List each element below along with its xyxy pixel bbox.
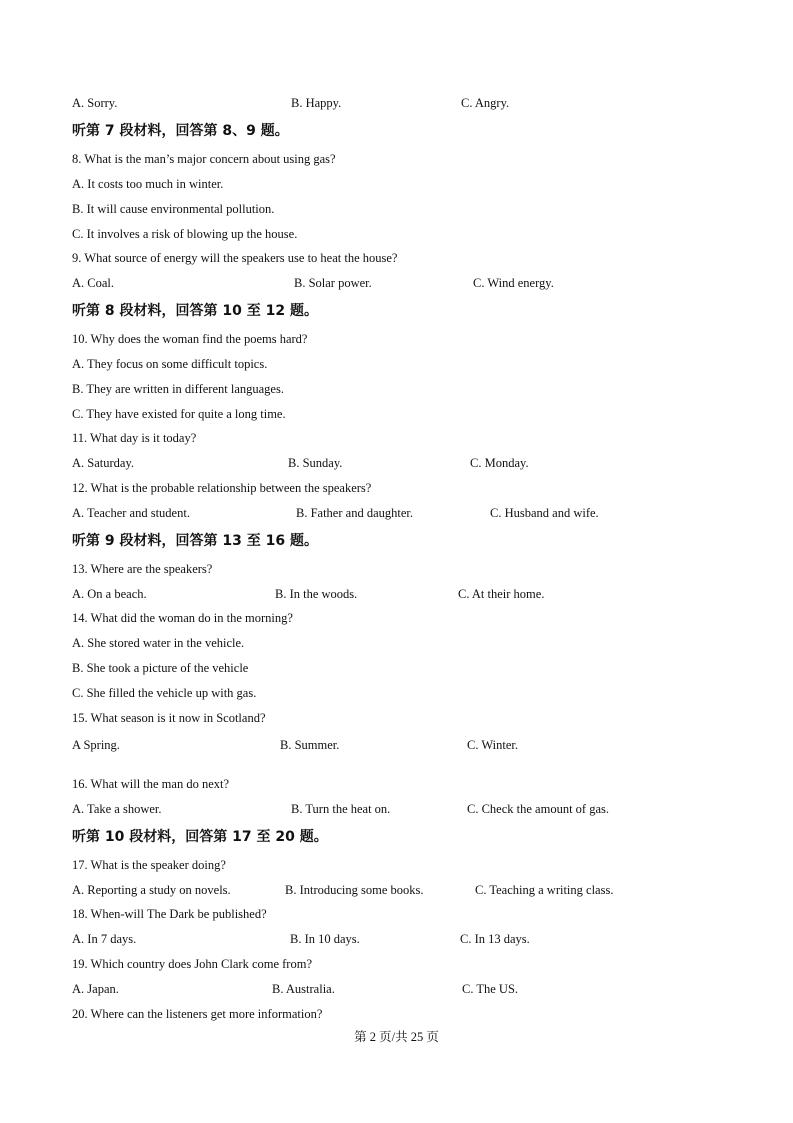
q13-question: 13. Where are the speakers? xyxy=(72,562,213,576)
q14-question: 14. What did the woman do in the morning? xyxy=(72,611,293,625)
q11-option-b: B. Sunday. xyxy=(288,456,343,470)
q7-option-c: C. Angry. xyxy=(461,96,510,110)
q15-option-a: A Spring. xyxy=(72,738,120,752)
q18-question: 18. When-will The Dark be published? xyxy=(72,907,267,921)
q8-option-a: A. It costs too much in winter. xyxy=(72,177,224,191)
q20-question: 20. Where can the listeners get more information? xyxy=(72,1007,323,1021)
q11-option-a: A. Saturday. xyxy=(72,456,135,470)
q12-question: 12. What is the probable relationship between the speakers? xyxy=(72,481,372,495)
q8-question: 8. What is the man’s major concern about using gas? xyxy=(72,152,336,166)
q14-option-c: C. She filled the vehicle up with gas. xyxy=(72,686,257,700)
q13-option-c: C. At their home. xyxy=(458,587,545,601)
q18-option-a: A. In 7 days. xyxy=(72,932,137,946)
section-8-heading: 听第 8 段材料，回答第 10 至 12 题。 xyxy=(72,303,318,319)
q15-option-c: C. Winter. xyxy=(467,738,519,752)
q15-option-b: B. Summer. xyxy=(280,738,340,752)
q19-option-c: C. The US. xyxy=(462,982,519,996)
page-footer: 第 2 页/共 25 页 xyxy=(354,1030,439,1044)
q11-option-c: C. Monday. xyxy=(470,456,529,470)
q12-option-c: C. Husband and wife. xyxy=(490,506,599,520)
q18-option-c: C. In 13 days. xyxy=(460,932,530,946)
q9-option-a: A. Coal. xyxy=(72,276,115,290)
q9-option-b: B. Solar power. xyxy=(294,276,372,290)
q10-option-c: C. They have existed for quite a long time. xyxy=(72,407,286,421)
q16-option-a: A. Take a shower. xyxy=(72,802,162,816)
q17-question: 17. What is the speaker doing? xyxy=(72,858,226,872)
q16-option-b: B. Turn the heat on. xyxy=(291,802,391,816)
q11-question: 11. What day is it today? xyxy=(72,431,197,445)
q10-question: 10. Why does the woman find the poems hard? xyxy=(72,332,308,346)
q17-option-b: B. Introducing some books. xyxy=(285,883,424,897)
q19-option-a: A. Japan. xyxy=(72,982,119,996)
section-7-heading: 听第 7 段材料，回答第 8、9 题。 xyxy=(72,123,289,139)
q17-option-a: A. Reporting a study on novels. xyxy=(72,883,231,897)
q19-question: 19. Which country does John Clark come from? xyxy=(72,957,312,971)
section-9-heading: 听第 9 段材料，回答第 13 至 16 题。 xyxy=(72,533,318,549)
q14-option-a: A. She stored water in the vehicle. xyxy=(72,636,245,650)
q14-option-b: B. She took a picture of the vehicle xyxy=(72,661,249,675)
q10-option-a: A. They focus on some difficult topics. xyxy=(72,357,268,371)
q13-option-a: A. On a beach. xyxy=(72,587,147,601)
section-10-heading: 听第 10 段材料，回答第 17 至 20 题。 xyxy=(72,829,328,845)
q15-question: 15. What season is it now in Scotland? xyxy=(72,711,266,725)
q10-option-b: B. They are written in different languages. xyxy=(72,382,284,396)
q19-option-b: B. Australia. xyxy=(272,982,335,996)
q8-option-c: C. It involves a risk of blowing up the house. xyxy=(72,227,298,241)
q12-option-b: B. Father and daughter. xyxy=(296,506,413,520)
q9-option-c: C. Wind energy. xyxy=(473,276,554,290)
q12-option-a: A. Teacher and student. xyxy=(72,506,190,520)
q18-option-b: B. In 10 days. xyxy=(290,932,360,946)
q8-option-b: B. It will cause environmental pollution. xyxy=(72,202,275,216)
q13-option-b: B. In the woods. xyxy=(275,587,358,601)
q16-question: 16. What will the man do next? xyxy=(72,777,230,791)
q16-option-c: C. Check the amount of gas. xyxy=(467,802,609,816)
q17-option-c: C. Teaching a writing class. xyxy=(475,883,614,897)
q7-option-a: A. Sorry. xyxy=(72,96,118,110)
q7-option-b: B. Happy. xyxy=(291,96,342,110)
q9-question: 9. What source of energy will the speakers use to heat the house? xyxy=(72,251,398,265)
